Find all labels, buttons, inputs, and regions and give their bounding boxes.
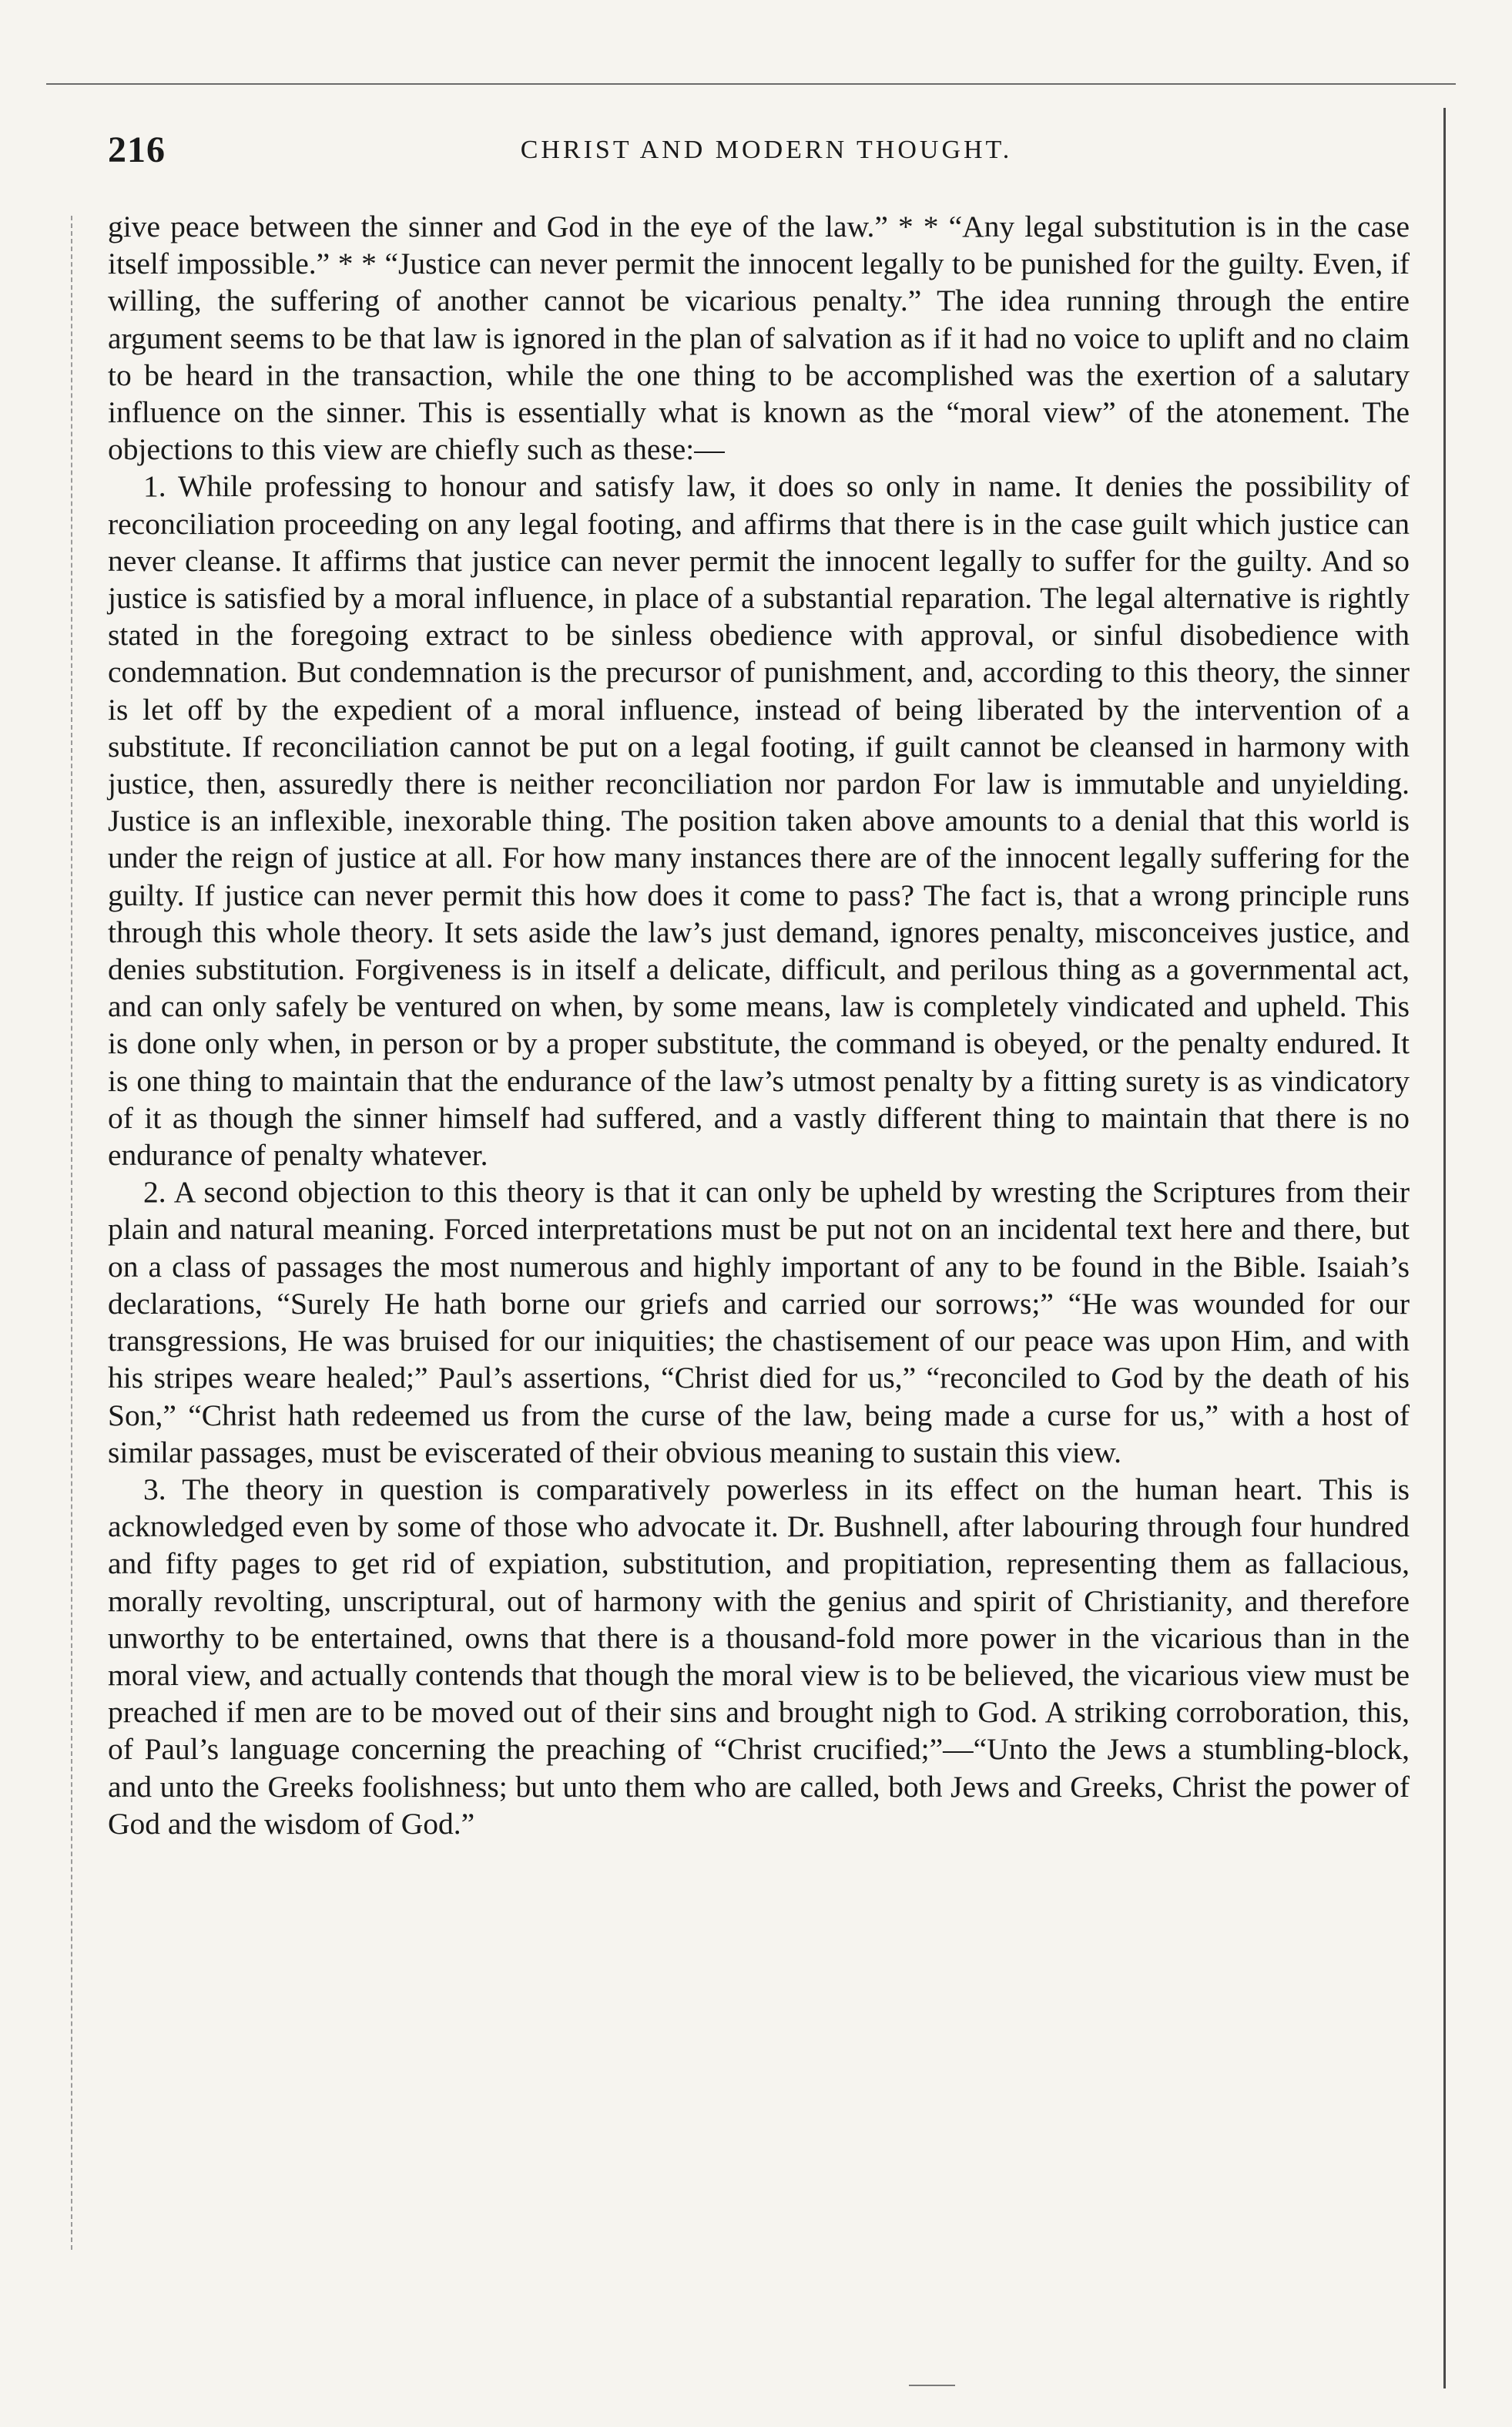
page-header <box>108 123 1425 177</box>
top-border-rule <box>46 83 1456 85</box>
left-margin-rule <box>71 216 72 2250</box>
paragraph-objection-3: 3. The theory in question is comparatively powerless in its effect on the human heart. This is acknowledged even by some of those who advocate it. Dr. Bushnell, after labouring through four hundred and fifty pages to get rid of expiation, substitution, and propitiation, representing them as fallacious, morally revolting, unscriptural, out of harmony with the genius and spirit of Christianity, and therefore unworthy to be entertained, owns that there is a thousand-fold more power in the vicarious than in the moral view, and actually contends that though the moral view is to be believed, the vicarious view must be preached if men are to be moved out of their sins and brought nigh to God. A striking corroboration, this, of Paul’s language concerning the preaching of “Christ crucified;”—“Unto the Jews a stumbling-block, and unto the Greeks foolishness; but unto them who are called, both Jews and Greeks, Christ the power of God and the wisdom of God.” <box>108 1472 1410 1841</box>
body-text <box>108 208 1410 1842</box>
right-margin-rule <box>1443 108 1446 2388</box>
page-number: 216 <box>108 129 166 170</box>
paragraph-objection-2: 2. A second objection to this theory is that it can only be upheld by wresting the Scriptures from their plain and natural meaning. Forced interpretations must be put not on an incidental text here and there, but on a class of passages the most numerous and highly important of any to be found in the Bible. Isaiah’s declarations, “Surely He hath borne our griefs and carried our sorrows;” “He was wounded for our transgressions, He was bruised for our iniquities; the chastisement of our peace was upon Him, and with his stripes weare healed;” Paul’s assertions, “Christ died for us,” “reconciled to God by the death of his Son,” “Christ hath redeemed us from the curse of the law, being made a curse for us,” with a host of similar passages, must be eviscerated of their obvious meaning to sustain this view. <box>108 1175 1410 1469</box>
footer-mark <box>909 2385 955 2386</box>
paragraph-continuation: give peace between the sinner and God in the eye of the law.” * * “Any legal substitution is in the case itself impossible.” * * “Justice can never permit the innocent legally to be punished for the guilty. Even, if willing, the suffering of another cannot be vicarious penalty.” The idea running through the entire argument seems to be that law is ignored in the plan of salvation as if it had no voice to uplift and no claim to be heard in the transaction, while the one thing to be accomplished was the exertion of a salutary influence on the sinner. This is essentially what is known as the “moral view” of the atonement. The objections to this view are chiefly such as these:— <box>108 210 1410 467</box>
paragraph-objection-1: 1. While professing to honour and satisfy law, it does so only in name. It denies the possibility of reconciliation proceeding on any legal footing, and affirms that there is in the case guilt which justice can never cleanse. It affirms that justice can never permit the innocent legally to suffer for the guilty. And so justice is satisfied by a moral influence, in place of a substantial reparation. The legal alternative is rightly stated in the foregoing extract to be sinless obedience with approval, or sinful disobedience with condemnation. But condemnation is the precursor of punishment, and, according to this theory, the sinner is let off by the expedient of a moral influence, instead of being liberated by the intervention of a substitute. If reconciliation cannot be put on a legal footing, if guilt cannot be cleansed in harmony with justice, then, assuredly there is neither reconciliation nor pardon For law is immutable and unyielding. Justice is an inflexible, inexorable thing. The position taken above amounts to a denial that this world is under the reign of justice at all. For how many instances there are of the innocent legally suffering for the guilty. If justice can never permit this how does it come to pass? The fact is, that a wrong principle runs through this whole theory. It sets aside the law’s just demand, ignores penalty, misconceives justice, and denies substitution. Forgiveness is in itself a delicate, difficult, and perilous thing as a governmental act, and can only safely be ventured on when, by some means, law is completely vindicated and upheld. This is done only when, in person or by a proper substitute, the command is obeyed, or the penalty endured. It is one thing to maintain that the endurance of the law’s utmost penalty by a fitting surety is as vindicatory of it as though the sinner himself had suffered, and a vastly different thing to maintain that there is no endurance of penalty whatever. <box>108 469 1410 1173</box>
running-head: CHRIST AND MODERN THOUGHT. <box>520 136 1013 164</box>
